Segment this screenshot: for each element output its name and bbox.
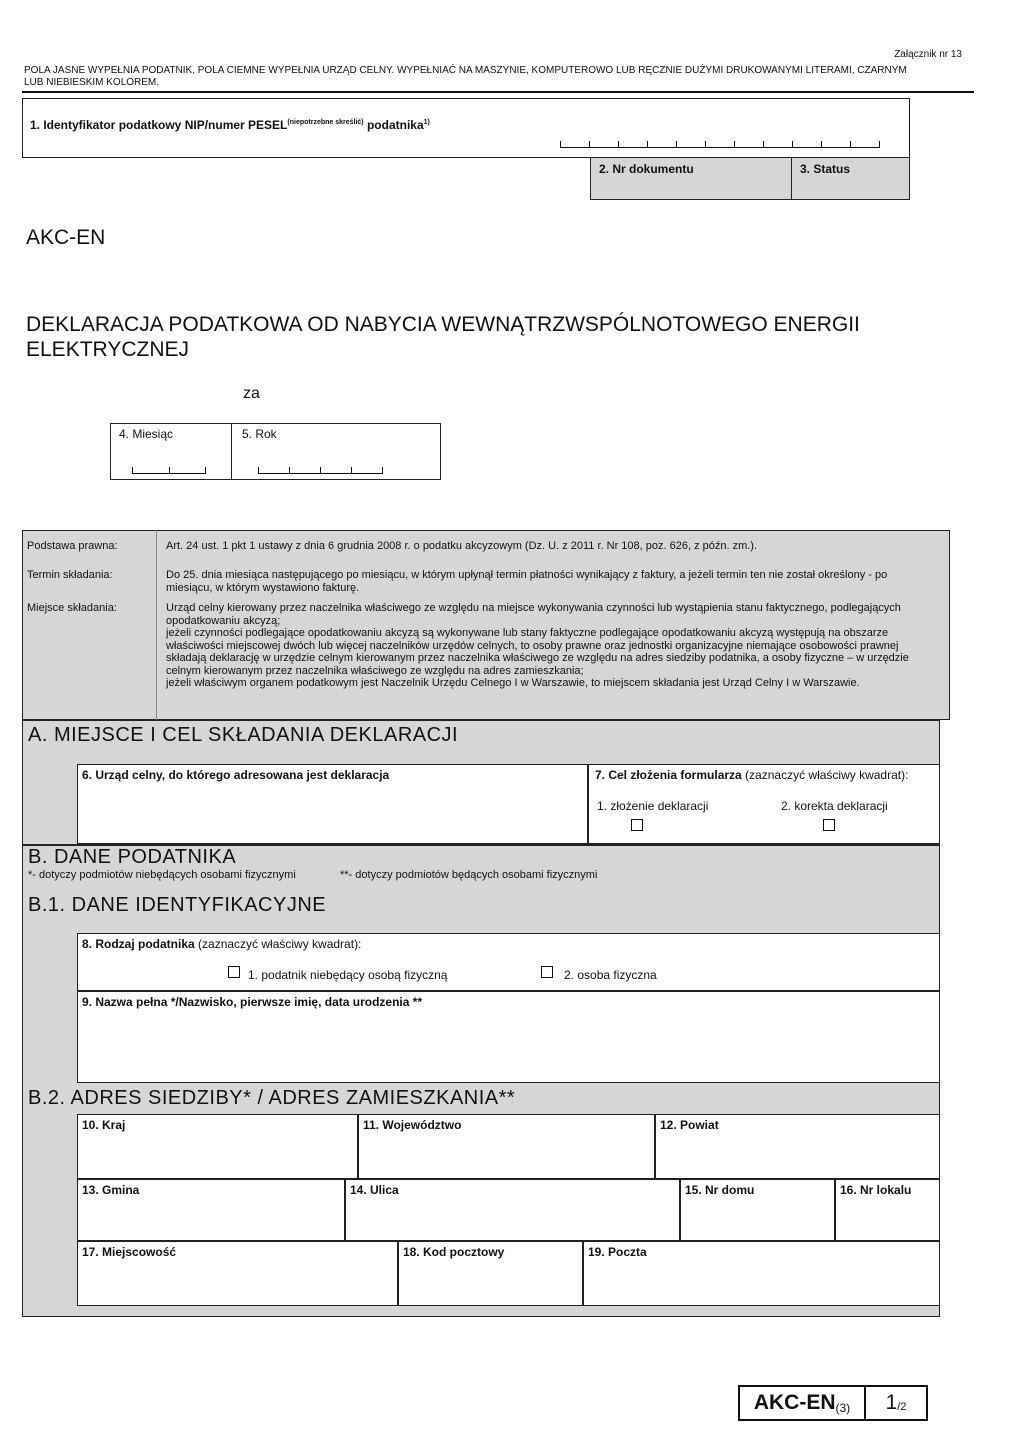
- option-2-label: 2. korekta deklaracji: [781, 799, 888, 813]
- field-13-municipality[interactable]: [77, 1179, 345, 1241]
- year-digit-boxes[interactable]: [258, 461, 383, 474]
- identifier-label-end: podatnika: [363, 118, 424, 132]
- instruction-text: [24, 65, 984, 89]
- section-b-note-2: **- dotyczy podmiotów będących osobami fizycznymi: [340, 869, 598, 881]
- field-19-label: 19. Poczta: [588, 1245, 647, 1259]
- form-title-line-1: DEKLARACJA PODATKOWA OD NABYCIA WEWNĄTRZWSPÓLNOTOWEGO ENERGII: [26, 313, 860, 336]
- field-12-district[interactable]: [655, 1114, 940, 1179]
- footer-code: AKC-EN: [753, 1391, 836, 1414]
- field-15-label: 15. Nr domu: [685, 1183, 755, 1197]
- field-9-name[interactable]: [77, 991, 940, 1083]
- field-8-option-1-label: 1. podatnik niebędący osobą fizyczną: [248, 968, 448, 982]
- field-8-label: 8. Rodzaj podatnika (zaznaczyć właściwy kwadrat):: [82, 937, 362, 951]
- field-11-voivodeship[interactable]: [358, 1114, 655, 1179]
- field-9-label: 9. Nazwa pełna */Nazwisko, pierwsze imię, data urodzenia **: [82, 995, 423, 1009]
- footer-form-code: [738, 1385, 928, 1421]
- footer-page-number: 1: [885, 1391, 898, 1414]
- field-17-label: 17. Miejscowość: [82, 1245, 177, 1259]
- section-b1-title: B.1. DANE IDENTYFIKACYJNE: [28, 894, 327, 916]
- info-left-column: [22, 530, 157, 720]
- checkbox-correction[interactable]: [823, 819, 835, 831]
- nip-digit-boxes[interactable]: [560, 135, 880, 148]
- header-rule: [22, 91, 974, 93]
- form-title-line-2: ELEKTRYCZNEJ: [26, 338, 189, 361]
- month-label: 4. Miesiąc: [119, 427, 174, 441]
- footer-page-cell: [866, 1387, 926, 1419]
- field-16-apartment-number[interactable]: [835, 1179, 940, 1241]
- place-text: [166, 602, 936, 690]
- field-12-label: 12. Powiat: [660, 1118, 719, 1132]
- option-1-label: 1. złożenie deklaracji: [597, 799, 709, 813]
- field-14-label: 14. Ulica: [350, 1183, 399, 1197]
- section-a-title: A. MIEJSCE I CEL SKŁADANIA DEKLARACJI: [28, 724, 459, 746]
- deadline-label: Termin składania:: [27, 569, 113, 581]
- footer-page-total: /2: [897, 1401, 907, 1413]
- section-b-title: B. DANE PODATNIKA: [28, 846, 237, 868]
- section-b2-title: B.2. ADRES SIEDZIBY* / ADRES ZAMIESZKANIA**: [28, 1087, 516, 1109]
- attachment-number: Załącznik nr 13: [894, 49, 962, 60]
- period-za: za: [243, 385, 260, 402]
- identifier-label: [30, 118, 430, 132]
- form-code: AKC-EN: [26, 226, 106, 249]
- identifier-label-main: 1. Identyfikator podatkowy NIP/numer PESEL: [30, 118, 288, 132]
- field-10-country[interactable]: [77, 1114, 358, 1179]
- field-11-label: 11. Województwo: [363, 1118, 462, 1132]
- field-7-purpose: [588, 764, 940, 844]
- instruction-line-2: LUB NIEBIESKIM KOLOREM.: [24, 77, 160, 88]
- deadline-text: Do 25. dnia miesiąca następującego po miesiącu, w którym upłynął termin płatności wynikający z faktury, a jeżeli termin ten nie został określony - po miesiącu, w którym wystawiono fakturę.: [166, 569, 888, 594]
- document-number-label: 2. Nr dokumentu: [599, 162, 694, 176]
- basis-text: Art. 24 ust. 1 pkt 1 ustawy z dnia 6 grudnia 2008 r. o podatku akcyzowym (Dz. U. z 2011 r. Nr 108, poz. 626, z późn. zm.).: [166, 540, 758, 552]
- place-text-2: jeżeli czynności podlegające opodatkowaniu akcyzą są wykonywane lub stany faktyczne podlegające opodatkowaniu akcyzą występują na obszarze właściwości miejscowej dwóch lub więcej naczelników urzędów celnych, to osoby prawne oraz jednostki organizacyjne niemające osobowości prawnej składają deklarację w urzędzie celnym kierowanym przez naczelnika właściwego ze względu na adres siedziby podatnika, a osoby fizyczne – w urzędzie celnym kierowanym przez naczelnika właściwego ze względu na adres zamieszkania;: [166, 627, 909, 677]
- field-13-label: 13. Gmina: [82, 1183, 140, 1197]
- field-17-city[interactable]: [77, 1241, 398, 1306]
- field-6-label: 6. Urząd celny, do którego adresowana jest deklaracja: [82, 768, 390, 782]
- month-digit-boxes[interactable]: [132, 461, 206, 474]
- basis-label: Podstawa prawna:: [27, 540, 118, 552]
- field-18-postal-code[interactable]: [398, 1241, 583, 1306]
- document-number-box: [590, 157, 792, 200]
- checkbox-submission[interactable]: [631, 819, 643, 831]
- field-8-taxpayer-type: [77, 933, 940, 991]
- field-15-house-number[interactable]: [680, 1179, 835, 1241]
- checkbox-natural-person[interactable]: [541, 966, 553, 978]
- field-14-street[interactable]: [345, 1179, 680, 1241]
- field-7-label: 7. Cel złożenia formularza (zaznaczyć właściwy kwadrat):: [595, 768, 909, 782]
- status-box: [791, 157, 910, 200]
- year-label: 5. Rok: [242, 427, 277, 441]
- section-b-note-1: *- dotyczy podmiotów niebędących osobami fizycznymi: [28, 869, 296, 881]
- field-19-post-office[interactable]: [583, 1241, 940, 1306]
- identifier-footnote: 1): [423, 119, 430, 126]
- place-label: Miejsce składania:: [27, 602, 117, 614]
- footer-version: (3): [835, 1401, 851, 1415]
- field-16-label: 16. Nr lokalu: [840, 1183, 912, 1197]
- footer-code-cell: [740, 1387, 866, 1419]
- place-text-1: Urząd celny kierowany przez naczelnika właściwego ze względu na miejsce wykonywania czynności lub wystąpienia stanu faktycznego, podlegających opodatkowaniu akcyzą;: [166, 602, 901, 627]
- identifier-label-sup: (niepotrzebne skreślić): [287, 119, 364, 126]
- field-6-customs-office[interactable]: [77, 764, 588, 844]
- place-text-3: jeżeli właściwym organem podatkowym jest Naczelnik Urzędu Celnego I w Warszawie, to miejscem składania jest Urząd Celny I w Warszawie.: [166, 677, 860, 689]
- instruction-line-1: POLA JASNE WYPEŁNIA PODATNIK, POLA CIEMNE WYPEŁNIA URZĄD CELNY. WYPEŁNIAĆ NA MASZYNIE, KOMPUTEROWO LUB RĘCZNIE DUŻYMI DRUKOWANYMI LITERAMI, CZARNYM: [24, 65, 907, 76]
- form-title: [26, 312, 860, 362]
- field-18-label: 18. Kod pocztowy: [403, 1245, 505, 1259]
- field-8-option-2-label: 2. osoba fizyczna: [564, 968, 657, 982]
- checkbox-not-natural-person[interactable]: [228, 966, 240, 978]
- field-10-label: 10. Kraj: [82, 1118, 126, 1132]
- status-label: 3. Status: [800, 162, 851, 176]
